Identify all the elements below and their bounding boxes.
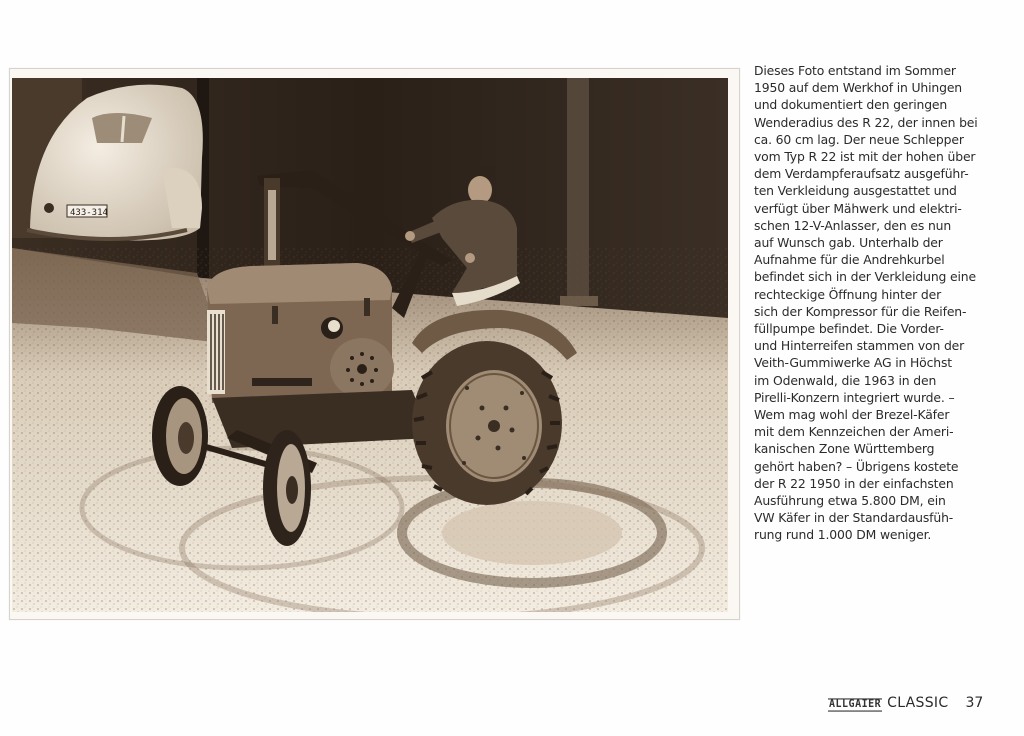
caption-line: 1950 auf dem Werkhof in Uhingen bbox=[754, 80, 963, 96]
caption-line: verfügt über Mähwerk und elektri- bbox=[754, 200, 962, 216]
caption-line: schen 12-V-Anlasser, den es nun bbox=[754, 217, 952, 233]
svg-text:433-314: 433-314 bbox=[70, 208, 108, 218]
front-left-wheel bbox=[152, 386, 208, 486]
caption-line: der R 22 1950 in der einfachsten bbox=[754, 475, 954, 491]
caption-line: Pirelli-Konzern integriert wurde. – bbox=[754, 389, 955, 405]
page-number: 37 bbox=[965, 695, 984, 711]
caption-line: rechteckige Öffnung hinter der bbox=[754, 286, 942, 302]
caption-line: Wenderadius des R 22, der innen bei bbox=[754, 114, 978, 130]
caption-line: dem Verdampferaufsatz ausgeführ- bbox=[754, 166, 969, 182]
caption-line: Aufnahme für die Andrehkurbel bbox=[754, 252, 945, 268]
caption-line: ca. 60 cm lag. Der neue Schlepper bbox=[754, 131, 964, 147]
tractor-photo bbox=[12, 78, 728, 612]
photo-caption bbox=[754, 62, 990, 544]
caption-line: auf Wunsch gab. Unterhalb der bbox=[754, 235, 943, 251]
caption-line: sich der Kompressor für die Reifen- bbox=[754, 303, 967, 319]
caption-line: kanischen Zone Württemberg bbox=[754, 441, 935, 457]
caption-line: Veith-Gummiwerke AG in Höchst bbox=[754, 355, 952, 371]
caption-line: Ausführung etwa 5.800 DM, ein bbox=[754, 493, 946, 509]
caption-line: im Odenwald, die 1963 in den bbox=[754, 372, 937, 388]
brand-logo: ALLGAIER bbox=[829, 698, 882, 711]
page-footer bbox=[828, 695, 983, 711]
caption-line: vom Typ R 22 ist mit der hohen über bbox=[754, 149, 976, 165]
caption-line: Dieses Foto entstand im Sommer bbox=[754, 63, 956, 78]
caption-line: und Hinterreifen stammen von der bbox=[754, 338, 965, 354]
front-right-wheel bbox=[263, 430, 311, 546]
rear-wheel bbox=[412, 341, 562, 505]
caption-line: füllpumpe befindet. Die Vorder- bbox=[754, 321, 944, 337]
series-title: CLASSIC bbox=[887, 695, 949, 711]
caption-line: und dokumentiert den geringen bbox=[754, 97, 948, 113]
caption-line: ten Verkleidung ausgestattet und bbox=[754, 183, 957, 199]
caption-line: rung rund 1.000 DM weniger. bbox=[754, 527, 932, 543]
caption-line: mit dem Kennzeichen der Ameri- bbox=[754, 424, 954, 440]
photo-illustration bbox=[12, 78, 728, 612]
caption-line: gehört haben? – Übrigens kostete bbox=[754, 458, 959, 474]
caption-line: Wem mag wohl der Brezel-Käfer bbox=[754, 407, 950, 423]
caption-line: VW Käfer in der Standardausfüh- bbox=[754, 510, 954, 526]
caption-line: befindet sich in der Verkleidung eine bbox=[754, 269, 976, 285]
